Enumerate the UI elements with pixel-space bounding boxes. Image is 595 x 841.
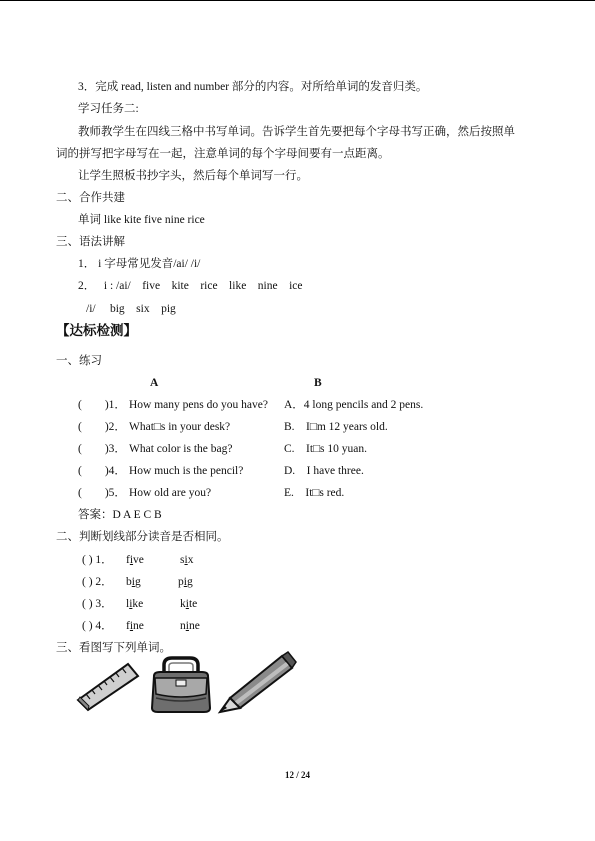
row-answer: D. I have three.: [284, 465, 364, 477]
judge-num[interactable]: ( ) 1．: [82, 554, 113, 566]
row-blank[interactable]: ( )4．: [78, 465, 126, 477]
bag-icon: [148, 656, 214, 714]
pencil-icon: [216, 650, 298, 714]
row-answer: A．4 long pencils and 2 pens.: [284, 399, 424, 411]
judge-word-1: like: [126, 598, 144, 610]
judge-num[interactable]: ( ) 2．: [82, 576, 113, 588]
grammar-title: 三、语法讲解: [56, 236, 125, 248]
intro-line-3b: 词的拼写把字母写在一起，注意单词的每个字母间要有一点距离。: [56, 148, 390, 160]
coop-title: 二、合作共建: [56, 192, 125, 204]
row-blank[interactable]: ( )5．: [78, 487, 126, 499]
grammar-item-2: 2． i : /ai/ five kite rice like nine ice: [78, 280, 303, 292]
intro-line-1: 3．完成 read, listen and number 部分的内容。对所给单词的发音归类。: [78, 81, 428, 93]
judge-num[interactable]: ( ) 4．: [82, 620, 113, 632]
row-question: How old are you?: [129, 487, 212, 499]
judge-word-2: six: [180, 554, 194, 566]
page-number: 12 / 24: [284, 770, 310, 780]
practice-col-b: B: [314, 377, 322, 389]
intro-line-2: 学习任务二:: [78, 103, 139, 115]
check-title: 【达标检测】: [56, 323, 137, 338]
practice-answer: 答案：D A E C B: [78, 509, 162, 521]
grammar-item-3: /i/ big six pig: [86, 303, 176, 315]
practice-col-a: A: [150, 377, 159, 389]
judge-word-1: five: [126, 554, 144, 566]
judge-num[interactable]: ( ) 3．: [82, 598, 113, 610]
row-answer: C. It□s 10 yuan.: [284, 443, 367, 455]
row-answer: B. I□m 12 years old.: [284, 421, 388, 433]
coop-words: 单词 like kite five nine rice: [78, 214, 205, 226]
ruler-icon: [76, 660, 142, 712]
grammar-item-1: 1． i 字母常见发音/ai/ /i/: [78, 258, 201, 270]
judge-word-2: nine: [180, 620, 200, 632]
row-blank[interactable]: ( )3．: [78, 443, 126, 455]
practice-title: 一、练习: [56, 355, 102, 367]
row-question: What color is the bag?: [129, 443, 233, 455]
judge-title: 二、判断划线部分读音是否相同。: [56, 531, 229, 543]
picture-title: 三、看图写下列单词。: [56, 642, 171, 654]
judge-word-2: pig: [178, 576, 193, 588]
row-question: How many pens do you have?: [129, 399, 268, 411]
row-question: How much is the pencil?: [129, 465, 244, 477]
row-blank[interactable]: ( )2．: [78, 421, 126, 433]
page-top-border: [0, 0, 595, 1]
intro-line-4: 让学生照板书抄字头，然后每个单词写一行。: [78, 170, 308, 182]
row-answer: E. It□s red.: [284, 487, 345, 499]
row-question: What□s in your desk?: [129, 421, 231, 433]
judge-word-1: big: [126, 576, 141, 588]
intro-line-3a: 教师教学生在四线三格中书写单词。告诉学生首先要把每个字母书写正确，然后按照单: [78, 126, 515, 138]
row-blank[interactable]: ( )1．: [78, 399, 126, 411]
judge-word-2: kite: [180, 598, 198, 610]
judge-word-1: fine: [126, 620, 144, 632]
